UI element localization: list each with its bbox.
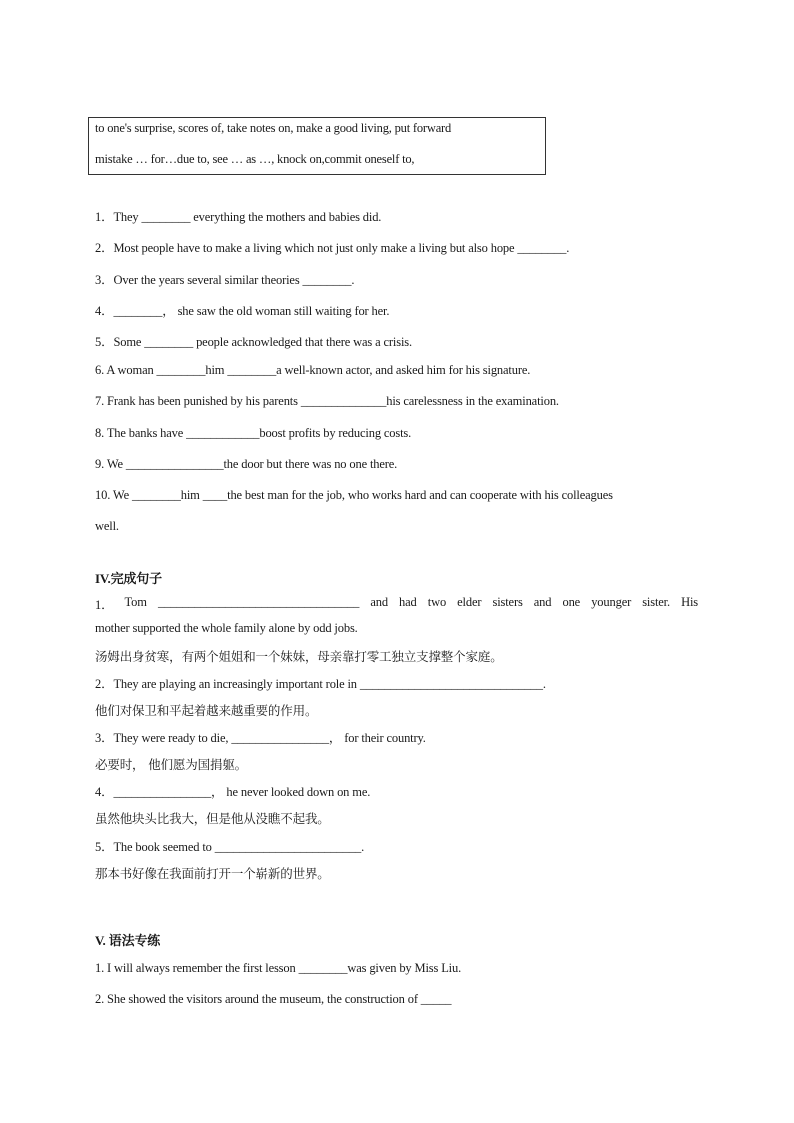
section3-item-10: 10. We ________him ____the best man for the job, who works hard and can cooperate with his colleagues (95, 488, 613, 502)
q1-word: two (427, 595, 447, 609)
section4-q3-chinese: 必要时， 他们愿为国捐躯。 (95, 757, 248, 772)
section4-q4: 4．________________， he never looked down on me. (95, 785, 371, 799)
section5-item-2: 2. She showed the visitors around the museum, the construction of _____ (95, 992, 452, 1006)
section4-q2: 2．They are playing an increasingly important role in ______________________________. (95, 677, 546, 691)
section3-item-9: 9. We ________________the door but there was no one there. (95, 457, 398, 471)
q1-word: had (399, 595, 417, 609)
section3-item-2: 2．Most people have to make a living which not just only make a living but also hope ________. (95, 241, 570, 255)
phrase-bank-line-2: mistake … for…due to, see … as …, knock on,commit oneself to, (95, 152, 415, 166)
section3-item-6: 6. A woman ________him ________a well-known actor, and asked him for his signature. (95, 363, 531, 377)
section4-title: IV.完成句子 (95, 571, 162, 586)
section4-q4-chinese: 虽然他块头比我大，但是他从没瞧不起我。 (95, 811, 330, 826)
q1-word: and (370, 595, 388, 609)
section3-item-3: 3．Over the years several similar theories ________. (95, 273, 355, 287)
q1-word: one (562, 595, 581, 609)
section4-q3: 3．They were ready to die, ________________， for their country. (95, 731, 426, 745)
section3-item-7: 7. Frank has been punished by his parents ______________his carelessness in the examination. (95, 394, 559, 408)
q1-blank: _________________________________ (157, 595, 360, 609)
section3-item-4: 4．________， she saw the old woman still waiting for her. (95, 304, 390, 318)
section4-q2-chinese: 他们对保卫和平起着越来越重要的作用。 (95, 703, 318, 718)
q1-word: elder (457, 595, 482, 609)
q1-word: sisters (492, 595, 523, 609)
section4-q1-chinese: 汤姆出身贫寒，有两个姐姐和一个妹妹，母亲靠打零工独立支撑整个家庭。 (95, 649, 503, 664)
section4-q5-chinese: 那本书好像在我面前打开一个崭新的世界。 (95, 866, 330, 881)
section3-item-10-continued: well. (95, 519, 119, 533)
section5-title: V. 语法专练 (95, 933, 161, 948)
section3-item-5: 5．Some ________ people acknowledged that there was a crisis. (95, 335, 412, 349)
q1-word: His (681, 595, 698, 609)
section4-q5: 5．The book seemed to ________________________. (95, 840, 365, 854)
section4-q1-continued: mother supported the whole family alone by odd jobs. (95, 621, 358, 635)
q1-word: sister. (642, 595, 670, 609)
section5-item-1: 1. I will always remember the first lesson ________was given by Miss Liu. (95, 961, 462, 975)
q1-word: 1． (95, 598, 114, 612)
q1-word: Tom (124, 595, 147, 609)
phrase-bank-line-1: to one's surprise, scores of, take notes on, make a good living, put forward (95, 121, 452, 135)
q1-word: and (533, 595, 552, 609)
section3-item-8: 8. The banks have ____________boost profits by reducing costs. (95, 426, 412, 440)
phrase-bank-box (88, 117, 546, 175)
section4-q1-first-line (95, 595, 698, 613)
section3-item-1: 1．They ________ everything the mothers and babies did. (95, 210, 382, 224)
q1-word: younger (591, 595, 632, 609)
